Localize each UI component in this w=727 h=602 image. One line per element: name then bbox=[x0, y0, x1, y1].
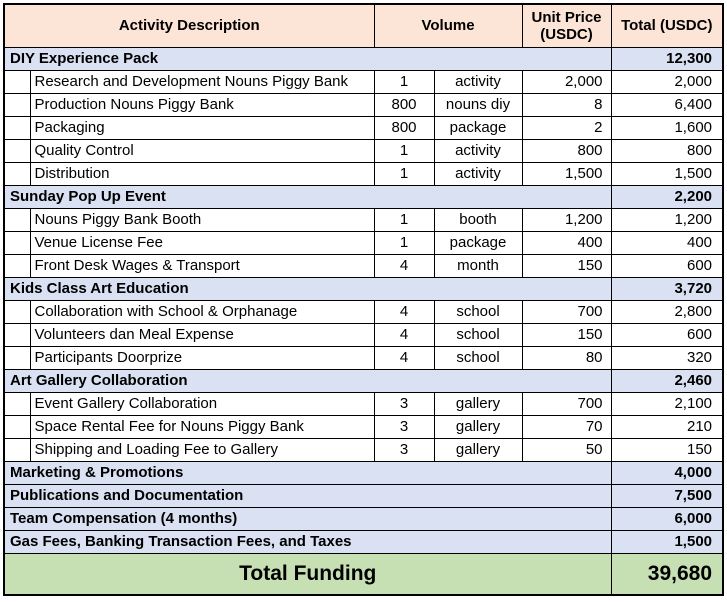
item-unit-price: 8 bbox=[522, 94, 611, 117]
section-total: 1,500 bbox=[611, 531, 723, 554]
section-row bbox=[4, 508, 723, 531]
item-unit-price: 1,500 bbox=[522, 163, 611, 186]
section-total: 2,200 bbox=[611, 186, 723, 209]
section-label: Gas Fees, Banking Transaction Fees, and Taxes bbox=[4, 531, 611, 554]
item-description: Research and Development Nouns Piggy Bank bbox=[30, 71, 374, 94]
item-description: Front Desk Wages & Transport bbox=[30, 255, 374, 278]
indent-cell bbox=[4, 301, 30, 324]
item-total: 2,100 bbox=[611, 393, 723, 416]
item-description: Event Gallery Collaboration bbox=[30, 393, 374, 416]
section-total: 12,300 bbox=[611, 48, 723, 71]
item-quantity: 1 bbox=[374, 71, 434, 94]
budget-table bbox=[3, 3, 724, 596]
indent-cell bbox=[4, 94, 30, 117]
item-description: Distribution bbox=[30, 163, 374, 186]
section-total: 3,720 bbox=[611, 278, 723, 301]
item-quantity: 4 bbox=[374, 255, 434, 278]
section-total: 6,000 bbox=[611, 508, 723, 531]
item-row bbox=[4, 71, 723, 94]
item-row bbox=[4, 393, 723, 416]
section-total: 2,460 bbox=[611, 370, 723, 393]
item-unit-price: 70 bbox=[522, 416, 611, 439]
total-funding-label: Total Funding bbox=[4, 554, 611, 596]
section-row bbox=[4, 370, 723, 393]
item-quantity: 800 bbox=[374, 94, 434, 117]
item-row bbox=[4, 416, 723, 439]
item-row bbox=[4, 94, 723, 117]
indent-cell bbox=[4, 393, 30, 416]
item-total: 600 bbox=[611, 324, 723, 347]
section-label: Marketing & Promotions bbox=[4, 462, 611, 485]
item-row bbox=[4, 324, 723, 347]
item-unit: school bbox=[434, 347, 522, 370]
item-total: 320 bbox=[611, 347, 723, 370]
section-row bbox=[4, 462, 723, 485]
item-row bbox=[4, 232, 723, 255]
item-quantity: 1 bbox=[374, 232, 434, 255]
item-unit-price: 700 bbox=[522, 393, 611, 416]
item-total: 800 bbox=[611, 140, 723, 163]
section-total: 7,500 bbox=[611, 485, 723, 508]
section-label: Sunday Pop Up Event bbox=[4, 186, 611, 209]
section-label: Team Compensation (4 months) bbox=[4, 508, 611, 531]
item-description: Collaboration with School & Orphanage bbox=[30, 301, 374, 324]
item-total: 1,500 bbox=[611, 163, 723, 186]
item-description: Shipping and Loading Fee to Gallery bbox=[30, 439, 374, 462]
item-description: Nouns Piggy Bank Booth bbox=[30, 209, 374, 232]
section-row bbox=[4, 278, 723, 301]
item-unit-price: 800 bbox=[522, 140, 611, 163]
item-unit-price: 2,000 bbox=[522, 71, 611, 94]
item-unit-price: 80 bbox=[522, 347, 611, 370]
col-header-total: Total (USDC) bbox=[611, 4, 723, 48]
item-row bbox=[4, 439, 723, 462]
indent-cell bbox=[4, 163, 30, 186]
item-total: 150 bbox=[611, 439, 723, 462]
item-description: Volunteers dan Meal Expense bbox=[30, 324, 374, 347]
item-quantity: 3 bbox=[374, 416, 434, 439]
item-description: Space Rental Fee for Nouns Piggy Bank bbox=[30, 416, 374, 439]
section-label: Art Gallery Collaboration bbox=[4, 370, 611, 393]
item-unit-price: 700 bbox=[522, 301, 611, 324]
item-quantity: 1 bbox=[374, 209, 434, 232]
item-row bbox=[4, 255, 723, 278]
item-quantity: 4 bbox=[374, 324, 434, 347]
item-unit: activity bbox=[434, 163, 522, 186]
item-quantity: 1 bbox=[374, 140, 434, 163]
item-total: 2,800 bbox=[611, 301, 723, 324]
item-unit-price: 50 bbox=[522, 439, 611, 462]
section-row bbox=[4, 531, 723, 554]
item-description: Packaging bbox=[30, 117, 374, 140]
item-row bbox=[4, 209, 723, 232]
indent-cell bbox=[4, 117, 30, 140]
item-quantity: 1 bbox=[374, 163, 434, 186]
total-funding-value: 39,680 bbox=[611, 554, 723, 596]
indent-cell bbox=[4, 347, 30, 370]
item-unit-price: 1,200 bbox=[522, 209, 611, 232]
item-total: 1,200 bbox=[611, 209, 723, 232]
table-header bbox=[4, 4, 723, 48]
item-quantity: 3 bbox=[374, 439, 434, 462]
item-unit-price: 2 bbox=[522, 117, 611, 140]
item-quantity: 3 bbox=[374, 393, 434, 416]
item-unit: booth bbox=[434, 209, 522, 232]
indent-cell bbox=[4, 324, 30, 347]
item-row bbox=[4, 301, 723, 324]
item-total: 1,600 bbox=[611, 117, 723, 140]
item-description: Venue License Fee bbox=[30, 232, 374, 255]
indent-cell bbox=[4, 232, 30, 255]
item-row bbox=[4, 163, 723, 186]
section-label: Publications and Documentation bbox=[4, 485, 611, 508]
section-label: Kids Class Art Education bbox=[4, 278, 611, 301]
item-quantity: 4 bbox=[374, 347, 434, 370]
col-header-volume: Volume bbox=[374, 4, 522, 48]
item-unit-price: 150 bbox=[522, 255, 611, 278]
item-unit: package bbox=[434, 117, 522, 140]
indent-cell bbox=[4, 71, 30, 94]
item-description: Quality Control bbox=[30, 140, 374, 163]
item-description: Production Nouns Piggy Bank bbox=[30, 94, 374, 117]
item-row bbox=[4, 117, 723, 140]
indent-cell bbox=[4, 140, 30, 163]
item-unit: school bbox=[434, 301, 522, 324]
item-unit: package bbox=[434, 232, 522, 255]
item-unit: nouns diy bbox=[434, 94, 522, 117]
indent-cell bbox=[4, 255, 30, 278]
item-unit: activity bbox=[434, 140, 522, 163]
item-unit: activity bbox=[434, 71, 522, 94]
item-unit-price: 150 bbox=[522, 324, 611, 347]
indent-cell bbox=[4, 416, 30, 439]
item-unit-price: 400 bbox=[522, 232, 611, 255]
section-total: 4,000 bbox=[611, 462, 723, 485]
item-unit: gallery bbox=[434, 439, 522, 462]
section-row bbox=[4, 186, 723, 209]
col-header-unit-price: Unit Price (USDC) bbox=[522, 4, 611, 48]
header-row bbox=[4, 4, 723, 48]
section-label: DIY Experience Pack bbox=[4, 48, 611, 71]
item-unit: month bbox=[434, 255, 522, 278]
item-unit: school bbox=[434, 324, 522, 347]
item-total: 6,400 bbox=[611, 94, 723, 117]
indent-cell bbox=[4, 439, 30, 462]
item-row bbox=[4, 347, 723, 370]
item-total: 600 bbox=[611, 255, 723, 278]
item-total: 400 bbox=[611, 232, 723, 255]
item-quantity: 4 bbox=[374, 301, 434, 324]
item-row bbox=[4, 140, 723, 163]
item-unit: gallery bbox=[434, 416, 522, 439]
table-footer bbox=[4, 554, 723, 596]
item-quantity: 800 bbox=[374, 117, 434, 140]
col-header-activity-description: Activity Description bbox=[4, 4, 374, 48]
item-unit: gallery bbox=[434, 393, 522, 416]
section-row bbox=[4, 48, 723, 71]
item-total: 2,000 bbox=[611, 71, 723, 94]
indent-cell bbox=[4, 209, 30, 232]
total-funding-row bbox=[4, 554, 723, 596]
item-description: Participants Doorprize bbox=[30, 347, 374, 370]
section-row bbox=[4, 485, 723, 508]
item-total: 210 bbox=[611, 416, 723, 439]
budget-table-body bbox=[4, 48, 723, 554]
